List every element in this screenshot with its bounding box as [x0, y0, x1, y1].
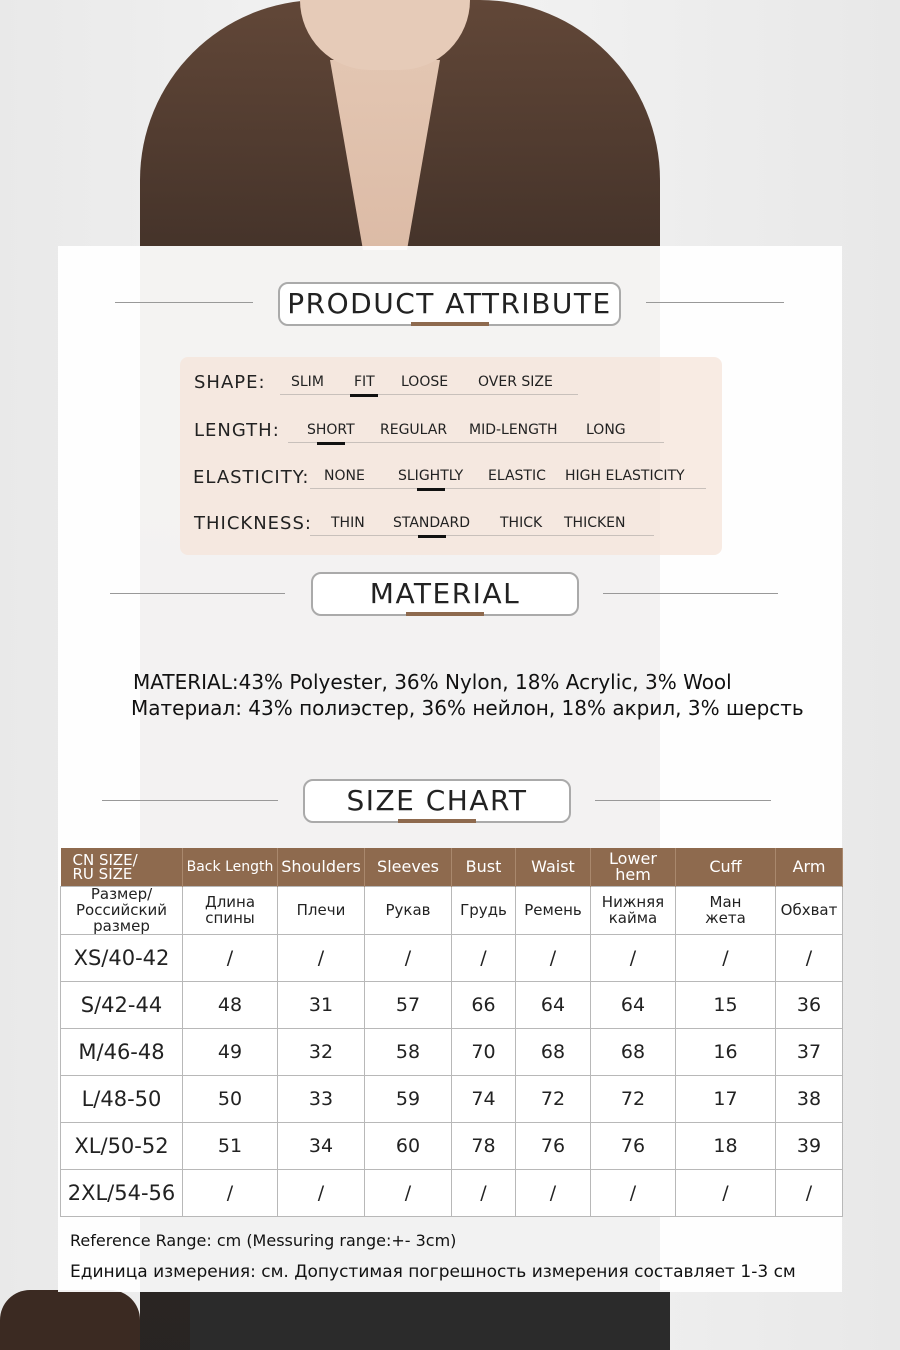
value-cell: 64 [516, 982, 591, 1029]
shape-option-fit-selected: FIT [354, 374, 375, 390]
ru-header-lower-hem: Нижняя кайма [591, 887, 676, 935]
shape-option-oversize: OVER SIZE [478, 374, 553, 390]
length-option-regular: REGULAR [380, 422, 448, 438]
size-chart-title: SIZE CHART [303, 779, 571, 823]
size-chart-table [60, 848, 843, 1217]
value-cell: / [183, 1170, 278, 1217]
shape-option-loose: LOOSE [401, 374, 449, 390]
value-cell: 76 [591, 1123, 676, 1170]
length-option-mid-length: MID-LENGTH [469, 422, 558, 438]
value-cell: 57 [365, 982, 452, 1029]
table-row [61, 1170, 843, 1217]
title-line-left [115, 302, 253, 303]
value-cell: / [676, 1170, 776, 1217]
value-cell: 31 [278, 982, 365, 1029]
reference-note-ru: Единица измерения: см. Допустимая погрешность измерения составляет 1-3 см [70, 1262, 796, 1282]
thickness-label: THICKNESS: [194, 513, 312, 534]
header-row-en [61, 848, 843, 887]
ru-header-waist: Ремень [516, 887, 591, 935]
value-cell: 48 [183, 982, 278, 1029]
value-cell: 49 [183, 1029, 278, 1076]
title-accent-bar [411, 322, 489, 326]
ru-header-arm: Обхват [776, 887, 843, 935]
value-cell: 18 [676, 1123, 776, 1170]
value-cell: 60 [365, 1123, 452, 1170]
elasticity-option-elastic: ELASTIC [488, 468, 546, 484]
elasticity-option-none: NONE [324, 468, 365, 484]
handbag-shape [0, 1290, 140, 1350]
material-text-en: MATERIAL:43% Polyester, 36% Nylon, 18% Acrylic, 3% Wool [133, 670, 732, 694]
ru-header-size: Размер/ Российский размер [61, 887, 183, 935]
value-cell: / [452, 1170, 516, 1217]
material-line-left [110, 593, 285, 594]
material-line-right [603, 593, 778, 594]
size-cell: XL/50-52 [61, 1123, 183, 1170]
size-line-left [102, 800, 278, 801]
size-cell: XS/40-42 [61, 935, 183, 982]
reference-note-en: Reference Range: cm (Messuring range:+- 3cm) [70, 1231, 457, 1250]
value-cell: 51 [183, 1123, 278, 1170]
header-cn-ru-size: CN SIZE/ RU SIZE [61, 848, 183, 887]
ru-header-shoulders: Плечи [278, 887, 365, 935]
material-title: MATERIAL [311, 572, 579, 616]
header-row-ru [61, 887, 843, 935]
title-accent-bar [398, 819, 476, 823]
ru-header-bust: Грудь [452, 887, 516, 935]
value-cell: 66 [452, 982, 516, 1029]
ru-header-sleeves: Рукав [365, 887, 452, 935]
thickness-option-thin: THIN [331, 515, 365, 531]
table-row [61, 1123, 843, 1170]
value-cell: / [452, 935, 516, 982]
table-row [61, 982, 843, 1029]
value-cell: 50 [183, 1076, 278, 1123]
value-cell: 17 [676, 1076, 776, 1123]
value-cell: 72 [516, 1076, 591, 1123]
value-cell: 16 [676, 1029, 776, 1076]
table-row [61, 1029, 843, 1076]
thickness-option-standard-selected: STANDARD [393, 515, 471, 531]
material-text-ru: Материал: 43% полиэстер, 36% нейлон, 18% акрил, 3% шерсть [131, 696, 804, 720]
length-label: LENGTH: [194, 420, 280, 441]
product-attribute-title: PRODUCT ATTRIBUTE [278, 282, 621, 326]
value-cell: 33 [278, 1076, 365, 1123]
value-cell: / [365, 1170, 452, 1217]
shape-label: SHAPE: [194, 372, 266, 393]
ru-header-back-length: Длина спины [183, 887, 278, 935]
value-cell: / [591, 1170, 676, 1217]
value-cell: / [516, 935, 591, 982]
value-cell: / [278, 935, 365, 982]
size-cell: M/46-48 [61, 1029, 183, 1076]
thickness-option-thicken: THICKEN [564, 515, 626, 531]
value-cell: 58 [365, 1029, 452, 1076]
value-cell: 36 [776, 982, 843, 1029]
header-bust: Bust [452, 848, 516, 887]
length-option-long: LONG [586, 422, 626, 438]
header-waist: Waist [516, 848, 591, 887]
thickness-option-thick: THICK [500, 515, 543, 531]
size-cell: 2XL/54-56 [61, 1170, 183, 1217]
shape-line [280, 394, 578, 395]
value-cell: / [676, 935, 776, 982]
size-cell: L/48-50 [61, 1076, 183, 1123]
trousers-shape [190, 1290, 670, 1350]
elasticity-option-high-elasticity: HIGH ELASTICITY [565, 468, 685, 484]
thickness-line [310, 535, 654, 536]
ru-header-cuff: Ман жета [676, 887, 776, 935]
elasticity-option-slightly-selected: SLIGHTLY [398, 468, 464, 484]
elasticity-label: ELASTICITY: [193, 467, 310, 488]
value-cell: / [776, 1170, 843, 1217]
value-cell: 76 [516, 1123, 591, 1170]
table-row [61, 935, 843, 982]
value-cell: 64 [591, 982, 676, 1029]
value-cell: 68 [591, 1029, 676, 1076]
value-cell: 37 [776, 1029, 843, 1076]
length-option-short-selected: SHORT [307, 422, 355, 438]
value-cell: 59 [365, 1076, 452, 1123]
value-cell: 15 [676, 982, 776, 1029]
value-cell: 32 [278, 1029, 365, 1076]
value-cell: 39 [776, 1123, 843, 1170]
value-cell: / [183, 935, 278, 982]
header-shoulders: Shoulders [278, 848, 365, 887]
value-cell: / [365, 935, 452, 982]
value-cell: / [516, 1170, 591, 1217]
value-cell: 34 [278, 1123, 365, 1170]
value-cell: / [776, 935, 843, 982]
header-back-length: Back Length [183, 848, 278, 887]
value-cell: 78 [452, 1123, 516, 1170]
elasticity-line [310, 488, 706, 489]
shape-option-slim: SLIM [291, 374, 324, 390]
value-cell: / [591, 935, 676, 982]
header-sleeves: Sleeves [365, 848, 452, 887]
title-accent-bar [406, 612, 484, 616]
value-cell: 74 [452, 1076, 516, 1123]
value-cell: 72 [591, 1076, 676, 1123]
size-line-right [595, 800, 771, 801]
value-cell: 68 [516, 1029, 591, 1076]
size-cell: S/42-44 [61, 982, 183, 1029]
value-cell: / [278, 1170, 365, 1217]
header-cuff: Cuff [676, 848, 776, 887]
header-arm: Arm [776, 848, 843, 887]
header-lower-hem: Lower hem [591, 848, 676, 887]
table-row [61, 1076, 843, 1123]
title-line-right [646, 302, 784, 303]
value-cell: 70 [452, 1029, 516, 1076]
value-cell: 38 [776, 1076, 843, 1123]
